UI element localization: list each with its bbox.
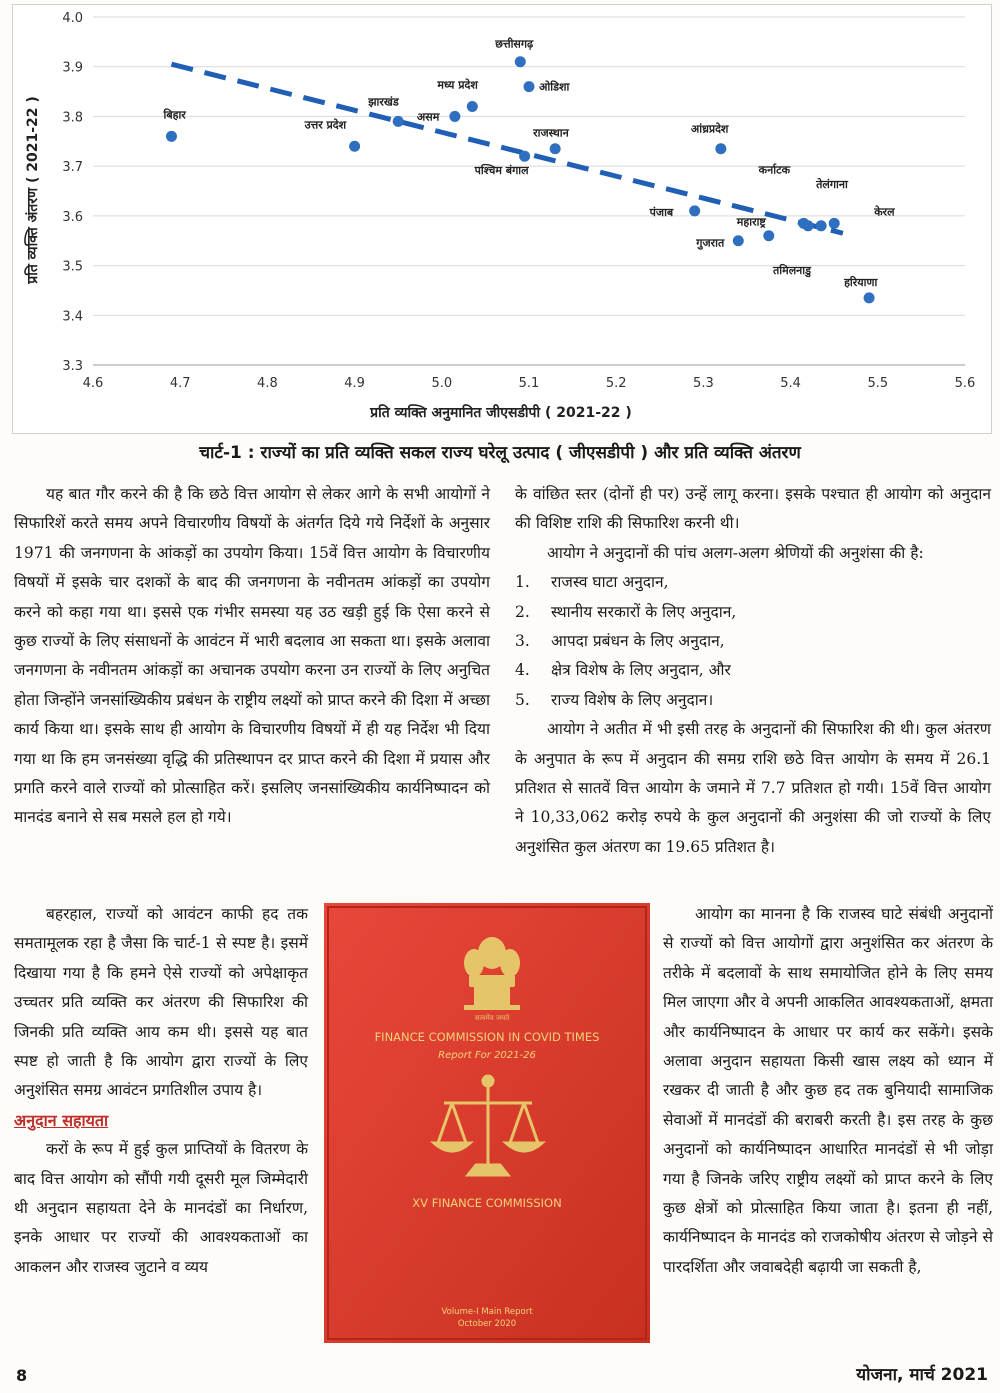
paragraph: के वांछित स्तर (दोनों ही पर) उन्हें लागू करना। इसके पश्चात ही आयोग को अनुदान की विशिष्ट राशि की सिफारिश करनी थी। bbox=[515, 485, 991, 533]
data-point bbox=[519, 151, 530, 162]
data-point bbox=[715, 143, 726, 154]
data-label: महाराष्ट्र bbox=[736, 215, 766, 229]
paragraph: यह बात गौर करने की है कि छठे वित्त आयोग से लेकर आगे के सभी आयोगों ने सिफारिशें करते समय अपने विचारणीय विषयों के अंतर्गत दिये गये निर्देशों के अनुसार 1971 की जनगणना के आंकड़ों का उपयोग किया। 15वें वित्त आयोग के विचारणीय विषयों में इसके चार दशकों के बाद की जनगणना के नवीनतम आंकड़ों का उपयोग करने को कहा गया था। इससे एक गंभीर समस्या यह उठ खड़ी हुई कि ऐसा करने से कुछ राज्यों के लिए संसाधनों के आवंटन में भारी बदलाव आ सकता था। इसके अलावा जनगणना के नवीनतम आंकड़ों का अचानक उपयोग करना उन राज्यों के लिए अनुचित होता जिन्होंने जनसांख्यिकीय प्रबंधन के राष्ट्रीय लक्ष्यों को प्राप्त करने की दिशा में अच्छा कार्य किया था। इसके साथ ही आयोग के विचारणीय विषयों में ही यह निर्देश भी दिया गया था कि हम जनसंख्या वृद्धि की प्रतिस्थापन दर प्राप्त करने की दिशा में प्रयास और प्रगति करने वाले राज्यों को प्रोत्साहित करें। इसलिए जनसांख्यिकीय कार्यनिष्पादन को मानदंड बनाने से सब मसले हल हो गये। bbox=[14, 485, 490, 827]
data-point bbox=[733, 235, 744, 246]
x-axis-label: प्रति व्यक्ति अनुमानित जीएसडीपी ( 2021-22 ) bbox=[370, 405, 632, 421]
paragraph: बहरहाल, राज्यों को आवंटन काफी हद तक समतामूलक रहा है जैसा कि चार्ट-1 से स्पष्ट है। इसमें दिखाया गया है कि हमने ऐसे राज्यों को अपेक्षाकृत उच्चतर प्रति व्यक्ति कर अंतरण की सिफारिश की जिनकी प्रति व्यक्ति आय कम थी। इससे यह बात स्पष्ट हो जाती है कि आयोग द्वारा राज्यों के लिए अनुशंसित समग्र आवंटन प्रगतिशील उपाय है। bbox=[14, 905, 308, 1100]
data-label: राजस्थान bbox=[533, 126, 569, 140]
data-point bbox=[524, 81, 535, 92]
paragraph: आयोग ने अनुदानों की पांच अलग-अलग श्रेणियों की अनुशंसा की है: bbox=[547, 543, 924, 562]
y-tick-label: 3.6 bbox=[62, 209, 83, 225]
cover-date: October 2020 bbox=[457, 1319, 517, 1329]
data-label: हरियाणा bbox=[844, 275, 878, 289]
list-item: 4. क्षेत्र विशेष के लिए अनुदान, और bbox=[515, 661, 731, 680]
y-tick-label: 3.5 bbox=[62, 259, 83, 275]
x-tick-label: 5.3 bbox=[693, 376, 714, 391]
data-point bbox=[393, 116, 404, 127]
data-label: पंजाब bbox=[649, 205, 674, 219]
list-item: 2. स्थानीय सरकारों के लिए अनुदान, bbox=[515, 602, 737, 621]
list-item: 1. राजस्व घाटा अनुदान, bbox=[515, 573, 669, 592]
x-tick-label: 5.0 bbox=[431, 376, 453, 391]
page-number: 8 bbox=[16, 1366, 28, 1385]
paragraph: करों के रूप में हुई कुल प्राप्तियों के वितरण के बाद वित्त आयोग को सौंपी गयी दूसरी मूल जिम्मेदारी थी अनुदान सहायता देने के मानदंडों का निर्धारण, इनके आधार पर राज्यों की आवश्यकताओं का आकलन और राजस्व जुटाने व व्यय bbox=[14, 1140, 308, 1276]
emblem-motto: सत्यमेव जयते bbox=[474, 1014, 510, 1022]
cover-volume: Volume-I Main Report bbox=[441, 1307, 533, 1317]
data-label: तमिलनाडु bbox=[773, 263, 812, 277]
data-label: मध्य प्रदेश bbox=[437, 78, 478, 92]
data-label: बिहार bbox=[163, 108, 186, 122]
paragraph: आयोग ने अतीत में भी इसी तरह के अनुदानों की सिफारिश की थी। कुल अंतरण के अनुपात के रूप में अनुदान की समग्र राशि छठे वित्त आयोग के समय में 26.1 प्रतिशत से सातवें वित्त आयोग के जमाने में 7.7 प्रतिशत हो गयी। 15वें वित्त आयोग ने 10,33,062 करोड़ रुपये के कुल अनुदानों की अनुशंसा की जो राज्यों के लिए अनुशंसित कुल अंतरण का 19.65 प्रतिशत है। bbox=[515, 720, 991, 856]
x-tick-label: 5.6 bbox=[954, 376, 976, 391]
x-tick-label: 4.6 bbox=[82, 376, 104, 391]
x-tick-label: 5.5 bbox=[867, 376, 889, 391]
scatter-chart bbox=[13, 5, 991, 433]
x-tick-label: 5.1 bbox=[518, 376, 540, 391]
data-label: उत्तर प्रदेश bbox=[304, 118, 347, 132]
x-tick-label: 4.9 bbox=[344, 376, 365, 391]
data-point bbox=[763, 230, 774, 241]
data-point bbox=[550, 143, 561, 154]
data-point bbox=[349, 141, 360, 152]
left-column-bottom bbox=[14, 900, 308, 1282]
y-tick-label: 3.4 bbox=[62, 309, 83, 325]
data-point bbox=[864, 292, 875, 303]
data-point bbox=[689, 205, 700, 216]
data-point bbox=[449, 111, 460, 122]
data-point bbox=[166, 131, 177, 142]
grant-categories-list bbox=[515, 568, 991, 715]
data-point bbox=[816, 220, 827, 231]
list-item: 5. राज्य विशेष के लिए अनुदान। bbox=[515, 690, 714, 709]
y-tick-label: 3.3 bbox=[62, 359, 83, 374]
cover-commission: XV FINANCE COMMISSION bbox=[412, 1196, 562, 1210]
data-point bbox=[515, 56, 526, 67]
chart-container bbox=[12, 4, 992, 434]
chart-caption: चार्ट-1 : राज्यों का प्रति व्यक्ति सकल राज्य घरेलू उत्पाद ( जीएसडीपी ) और प्रति व्यक्ति अंतरण bbox=[199, 443, 801, 463]
y-tick-label: 3.8 bbox=[62, 110, 83, 126]
data-point bbox=[467, 101, 478, 112]
magazine-issue: योजना, मार्च 2021 bbox=[856, 1365, 988, 1385]
data-label: कर्नाटक bbox=[758, 163, 791, 177]
cover-subtitle: Report For 2021-26 bbox=[438, 1050, 536, 1061]
x-tick-label: 5.2 bbox=[605, 376, 627, 391]
y-tick-label: 3.7 bbox=[62, 160, 83, 176]
data-point bbox=[803, 220, 814, 231]
left-column-top bbox=[14, 480, 490, 833]
data-label: छत्तीसगढ़ bbox=[495, 37, 534, 51]
data-label: तेलंगाना bbox=[816, 177, 848, 191]
report-cover-image bbox=[324, 903, 650, 1343]
data-label: केरल bbox=[874, 205, 895, 219]
data-label: आंध्रप्रदेश bbox=[690, 122, 729, 136]
y-tick-label: 4.0 bbox=[62, 11, 83, 26]
cover-title: FINANCE COMMISSION IN COVID TIMES bbox=[374, 1030, 600, 1044]
right-column-bottom bbox=[663, 900, 993, 1282]
data-point bbox=[829, 218, 840, 229]
list-item: 3. आपदा प्रबंधन के लिए अनुदान, bbox=[515, 632, 725, 651]
trend-line bbox=[171, 64, 842, 233]
x-tick-label: 4.7 bbox=[169, 376, 191, 391]
y-tick-label: 3.9 bbox=[62, 60, 83, 76]
right-column-top bbox=[515, 480, 991, 862]
data-label: ओडिशा bbox=[539, 80, 570, 94]
y-axis-label: प्रति व्यक्ति अंतरण ( 2021-22 ) bbox=[25, 96, 41, 284]
section-heading: अनुदान सहायता bbox=[14, 1110, 109, 1130]
data-label: झारखंड bbox=[368, 95, 399, 109]
x-tick-label: 5.4 bbox=[780, 376, 801, 391]
paragraph: आयोग का मानना है कि राजस्व घाटे संबंधी अनुदानों से राज्यों को वित्त आयोगों द्वारा अनुशंसित कर अंतरण के तरीके में बदलावों के साथ समायोजित होने के लिए समय मिल जाएगा और वे अपनी आकलित आवश्यकताओं, क्षमता और कार्यनिष्पादन के आधार पर कार्य कर सकेंगे। इसके अलावा अनुदान सहायता किसी खास लक्ष्य को ध्यान में रखकर दी जाती है और कुछ हद तक बुनियादी सामाजिक सेवाओं में मानदंडों की बराबरी करती है। इस तरह के कुछ अनुदानों को कार्यनिष्पादन आधारित मानदंडों से भी जोड़ा गया है जिनके जरिए राष्ट्रीय लक्ष्यों को प्राप्त करने के लिए कुछ क्षेत्रों को प्रोत्साहित किया जाता है। इतना ही नहीं, कार्यनिष्पादन के मानदंड को राजकोषीय अंतरण से जोड़ने से पारदर्शिता और जवाबदेही बढ़ायी जा सकती है, bbox=[663, 905, 993, 1276]
data-label: गुजरात bbox=[696, 236, 725, 250]
x-tick-label: 4.8 bbox=[257, 376, 278, 391]
data-label: पश्चिम बंगाल bbox=[474, 164, 529, 178]
data-label: असम bbox=[416, 110, 440, 124]
